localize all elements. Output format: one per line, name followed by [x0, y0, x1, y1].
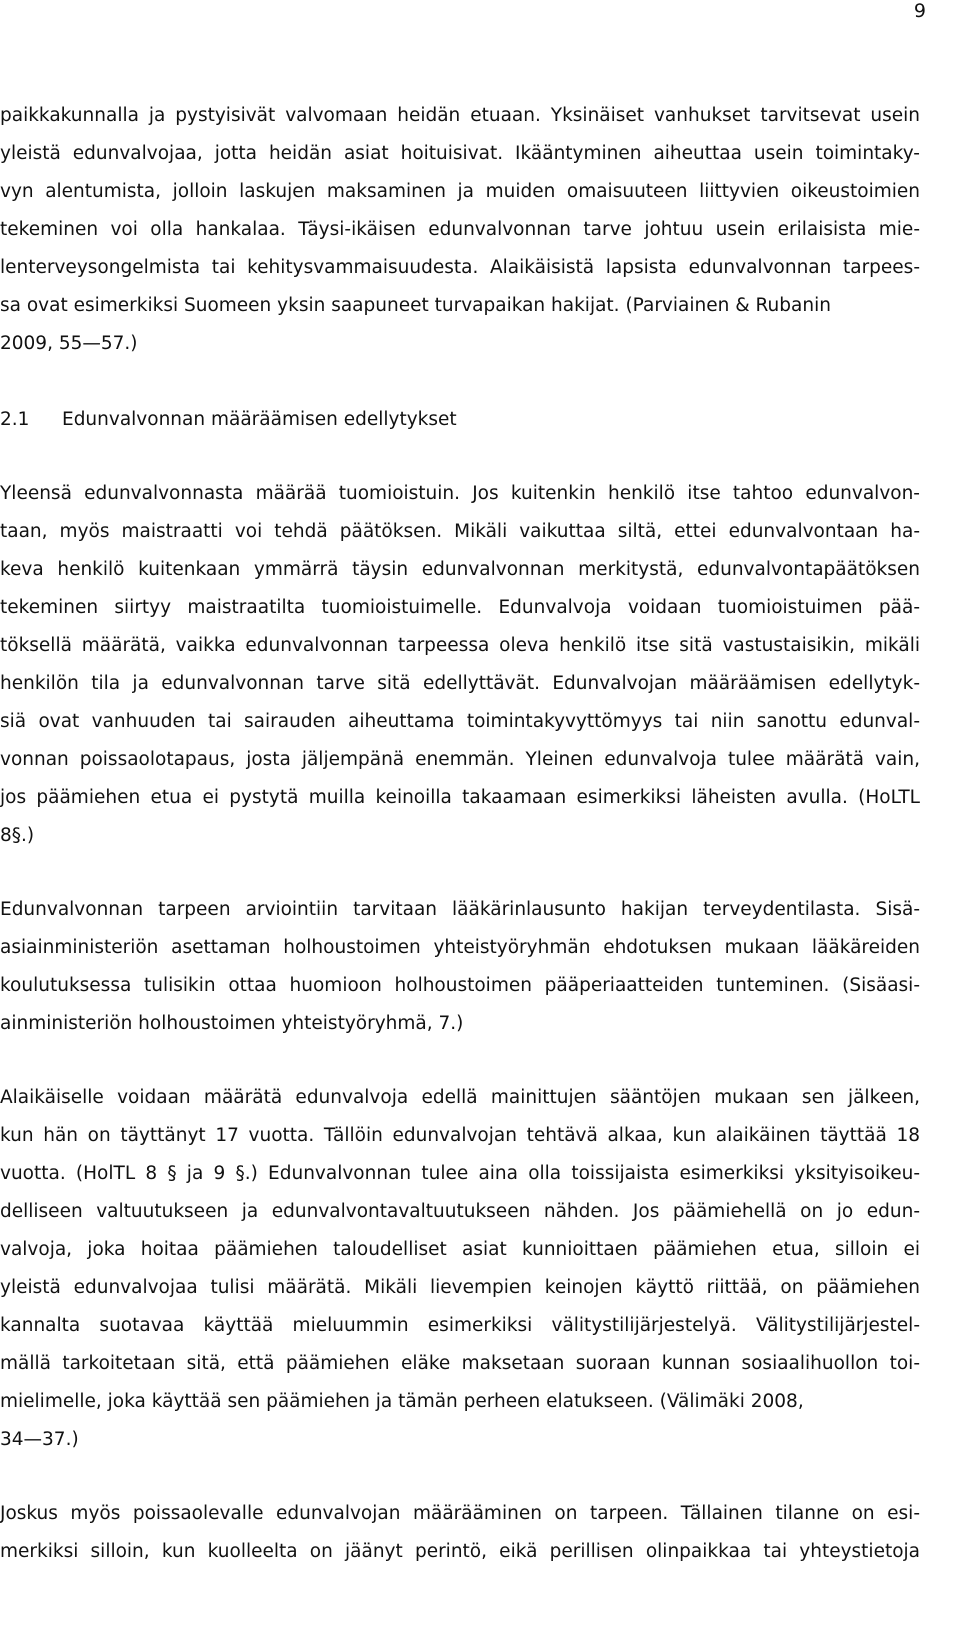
text-line: yleistä edunvalvojaa tulisi määrätä. Mikäli lievempien keinojen käyttö riittää, on päämiehen: [0, 1277, 920, 1298]
text-line: merkiksi silloin, kun kuolleelta on jäänyt perintö, eikä perillisen olinpaikkaa tai yhteystietoja: [0, 1541, 920, 1562]
section-title: Edunvalvonnan määräämisen edellytykset: [62, 409, 457, 430]
text-line: tekeminen siirtyy maistraatilta tuomioistuimelle. Edunvalvoja voidaan tuomioistuimen pää-: [0, 597, 920, 618]
text-line: taan, myös maistraatti voi tehdä päätöksen. Mikäli vaikuttaa siltä, ettei edunvalvontaan ha-: [0, 521, 920, 542]
section-number: 2.1: [0, 409, 30, 430]
text-line: koulutuksessa tulisikin ottaa huomioon holhoustoimen pääperiaatteiden tunteminen. (Sisäasi-: [0, 975, 920, 996]
text-line: jos päämiehen etua ei pystytä muilla keinoilla takaamaan esimerkiksi läheisten avulla. (HoLTL: [0, 787, 920, 808]
text-line: mielimelle, joka käyttää sen päämiehen ja tämän perheen elatukseen. (Välimäki 2008,: [0, 1391, 804, 1412]
text-line: sa ovat esimerkiksi Suomeen yksin saapuneet turvapaikan hakijat. (Parviainen & Rubanin: [0, 295, 831, 316]
text-line: vonnan poissaolotapaus, josta jäljempänä enemmän. Yleinen edunvalvoja tulee määrätä vain,: [0, 749, 920, 770]
text-line: vuotta. (HolTL 8 § ja 9 §.) Edunvalvonnan tulee aina olla toissijaista esimerkiksi yksityisoikeu-: [0, 1163, 920, 1184]
text-line: 34—37.): [0, 1429, 79, 1450]
text-line: tekeminen voi olla hankalaa. Täysi-ikäisen edunvalvonnan tarve johtuu usein erilaisista mie-: [0, 219, 920, 240]
text-line: töksellä määrätä, vaikka edunvalvonnan tarpeessa oleva henkilö itse sitä vastustaisikin, mikäli: [0, 635, 920, 656]
text-line: delliseen valtuutukseen ja edunvalvontavaltuutukseen nähden. Jos päämiehellä on jo edun-: [0, 1201, 920, 1222]
text-line: valvoja, joka hoitaa päämiehen taloudelliset asiat kunnioittaen päämiehen etua, silloin ei: [0, 1239, 920, 1260]
text-line: siä ovat vanhuuden tai sairauden aiheuttama toimintakyvyttömyys tai niin sanottu edunval-: [0, 711, 920, 732]
page-number: 9: [913, 0, 926, 22]
text-line: asiainministeriön asettaman holhoustoimen yhteistyöryhmän ehdotuksen mukaan lääkäreiden: [0, 937, 920, 958]
text-line: Joskus myös poissaolevalle edunvalvojan määrääminen on tarpeen. Tällainen tilanne on esi-: [0, 1503, 920, 1524]
text-line: 2009, 55—57.): [0, 333, 138, 354]
text-line: lenterveysongelmista tai kehitysvammaisuudesta. Alaikäisistä lapsista edunvalvonnan tarpees-: [0, 257, 920, 278]
text-line: Yleensä edunvalvonnasta määrää tuomioistuin. Jos kuitenkin henkilö itse tahtoo edunvalvon-: [0, 483, 920, 504]
text-line: yleistä edunvalvojaa, jotta heidän asiat hoituisivat. Ikääntyminen aiheuttaa usein toimintaky-: [0, 143, 920, 164]
text-line: vyn alentumista, jolloin laskujen maksaminen ja muiden omaisuuteen liittyvien oikeustoimien: [0, 181, 920, 202]
text-line: keva henkilö kuitenkaan ymmärrä täysin edunvalvonnan merkitystä, edunvalvontapäätöksen: [0, 559, 920, 580]
text-line: paikkakunnalla ja pystyisivät valvomaan heidän etuaan. Yksinäiset vanhukset tarvitsevat usein: [0, 105, 920, 126]
text-line: kun hän on täyttänyt 17 vuotta. Tällöin edunvalvojan tehtävä alkaa, kun alaikäinen täyttää 18: [0, 1125, 920, 1146]
text-line: henkilön tila ja edunvalvonnan tarve sitä edellyttävät. Edunvalvojan määräämisen edellytyk-: [0, 673, 920, 694]
text-line: ainministeriön holhoustoimen yhteistyöryhmä, 7.): [0, 1013, 464, 1034]
text-line: Edunvalvonnan tarpeen arviointiin tarvitaan lääkärinlausunto hakijan terveydentilasta. Sisä-: [0, 899, 920, 920]
text-line: mällä tarkoitetaan sitä, että päämiehen eläke maksetaan suoraan kunnan sosiaalihuollon toi-: [0, 1353, 920, 1374]
text-line: kannalta suotavaa käyttää mieluummin esimerkiksi välitystilijärjestelyä. Välitystilijärjestel-: [0, 1315, 920, 1336]
text-line: 8§.): [0, 825, 35, 846]
text-line: Alaikäiselle voidaan määrätä edunvalvoja edellä mainittujen sääntöjen mukaan sen jälkeen,: [0, 1087, 920, 1108]
